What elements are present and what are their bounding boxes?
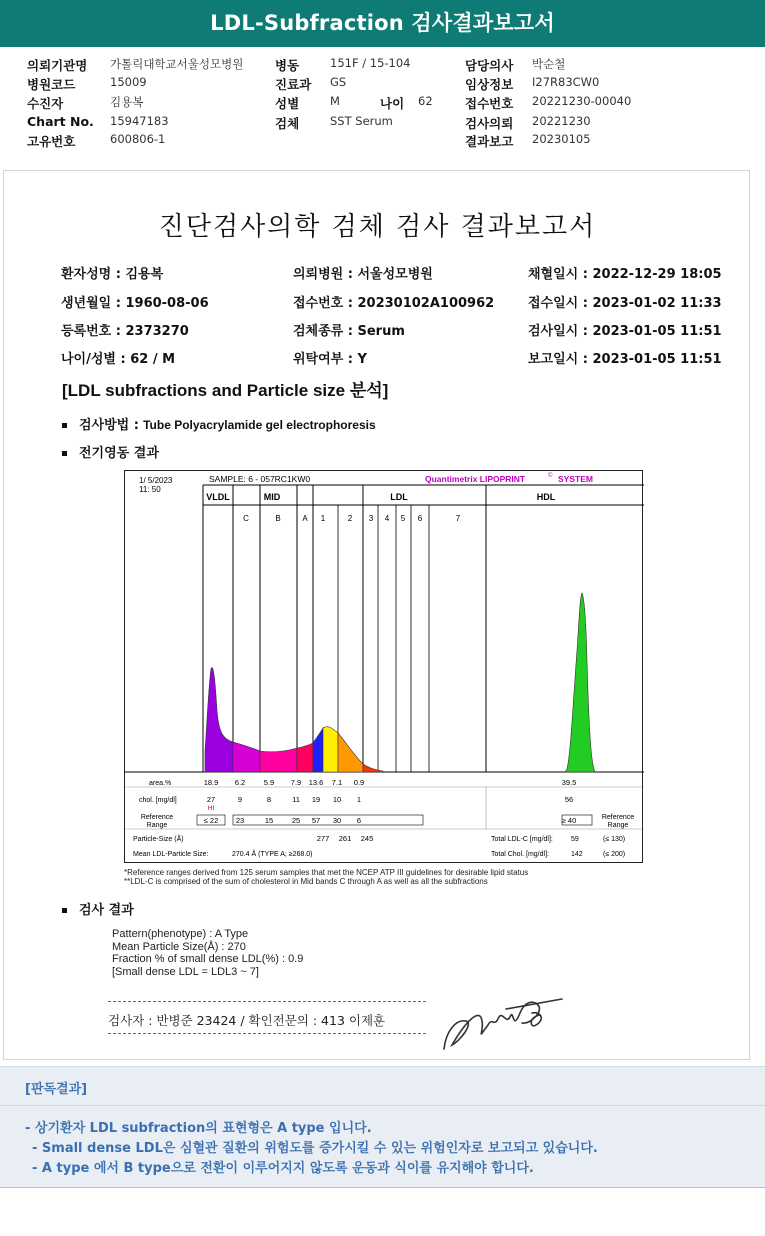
info-label: 결과보고 xyxy=(465,134,514,149)
interpretation-title: [판독결과] xyxy=(25,1082,88,1097)
report-field: 생년월일 : 1960-08-06 xyxy=(61,296,209,311)
report-field: 검사일시 : 2023-01-05 11:51 xyxy=(528,324,722,339)
chart-time: 11: 50 xyxy=(139,485,161,494)
ref-value: 6 xyxy=(356,816,362,825)
info-label: 진료과 xyxy=(275,77,312,92)
dashed-divider xyxy=(108,1033,426,1034)
mean-label: Mean LDL-Particle Size: xyxy=(133,851,209,858)
report-field: 보고일시 : 2023-01-05 11:51 xyxy=(528,352,722,367)
signature-line: 검사자 : 반병준 23424 / 확인전문의 : 413 이제훈 xyxy=(108,1013,386,1028)
band-label: 7 xyxy=(455,514,461,523)
ref-box xyxy=(233,815,423,825)
section-heading: [LDL subfractions and Particle size 분석] xyxy=(62,381,389,400)
electrophoresis-chart xyxy=(124,470,643,863)
info-label: 의뢰기관명 xyxy=(27,58,88,73)
info-value: 김용복 xyxy=(110,95,144,109)
ref-value: 23 xyxy=(235,816,245,825)
interpretation-line: - A type 에서 B type으로 전환이 이루어지지 않도록 운동과 식이를 유지해야 합니다. xyxy=(32,1161,534,1176)
total-chol-value: 142 xyxy=(571,851,583,858)
group-label: VLDL xyxy=(206,492,230,502)
interpretation-line: - Small dense LDL은 심혈관 질환의 위험도를 증가시킬 수 있는 위험인자로 보고되고 있습니다. xyxy=(32,1141,598,1156)
info-value: 20221230-00040 xyxy=(532,94,632,108)
chol-value: 19 xyxy=(311,795,321,804)
scanned-report-panel xyxy=(3,170,750,1060)
peak-area xyxy=(313,728,323,772)
particle-value: 261 xyxy=(338,834,352,843)
patient-info-block xyxy=(0,56,765,156)
result-line: Mean Particle Size(Å) : 270 xyxy=(112,940,246,953)
chart-date: 1/ 5/2023 xyxy=(139,476,173,485)
area-value: 0.9 xyxy=(353,778,365,787)
band-label: 6 xyxy=(417,514,423,523)
method-bullet xyxy=(62,414,376,433)
ref-value: 30 xyxy=(332,816,342,825)
band-label: C xyxy=(243,514,249,523)
report-field: 나이/성별 : 62 / M xyxy=(61,352,176,367)
result-label: 검사 결과 xyxy=(79,903,134,918)
info-label: 병동 xyxy=(275,58,300,73)
peak-area xyxy=(233,742,260,772)
particle-label: Particle-Size (Å) xyxy=(133,836,184,843)
area-value: 18.9 xyxy=(203,778,219,787)
result-line: [Small dense LDL = LDL3 ~ 7] xyxy=(112,965,259,978)
note-line: *Reference ranges derived from 125 serum samples that met the NCEP ATP III guidelines for desirable lipid status xyxy=(124,868,529,877)
interpretation-line: - 상기환자 LDL subfraction의 표현형은 A type 입니다. xyxy=(25,1121,372,1136)
chol-value: 8 xyxy=(266,795,272,804)
info-row xyxy=(0,114,765,132)
ref-value: 15 xyxy=(264,816,274,825)
area-value: 6.2 xyxy=(234,778,246,787)
band-label: B xyxy=(275,514,281,523)
info-value-age: 62 xyxy=(418,94,433,108)
report-header-title: LDL-Subfraction 검사결과보고서 xyxy=(0,0,765,47)
info-label-age: 나이 xyxy=(380,96,405,111)
group-label: HDL xyxy=(536,492,556,502)
chol-value: 27 xyxy=(206,795,216,804)
group-label: LDL xyxy=(390,492,408,502)
info-label: 성별 xyxy=(275,96,300,111)
total-ldl-value: 59 xyxy=(571,836,579,843)
electro-label: 전기영동 결과 xyxy=(79,446,159,461)
group-label: MID xyxy=(263,492,281,502)
info-label: 접수번호 xyxy=(465,96,514,111)
info-value: GS xyxy=(330,75,347,89)
result-list xyxy=(112,928,303,978)
info-row xyxy=(0,94,765,112)
ref-label: Range xyxy=(146,822,168,829)
chol-value: 56 xyxy=(564,795,574,804)
electro-bullet xyxy=(62,442,159,461)
ref-value: 57 xyxy=(311,816,321,825)
report-field: 검체종류 : Serum xyxy=(293,324,405,339)
report-field: 의뢰병원 : 서울성모병원 xyxy=(293,267,433,282)
band-label: 3 xyxy=(368,514,374,523)
chol-label: chol. [mg/dl] xyxy=(139,797,177,804)
chart-brand-tail: SYSTEM xyxy=(558,474,593,484)
info-label: 담당의사 xyxy=(465,58,514,73)
band-label: 5 xyxy=(400,514,406,523)
total-chol-label: Total Chol. [mg/dl]: xyxy=(491,851,549,858)
ref-value: ≥ 40 xyxy=(561,816,577,825)
particle-value: 245 xyxy=(360,834,374,843)
bullet-icon xyxy=(62,423,67,428)
band-label: A xyxy=(302,514,308,523)
info-label: 임상정보 xyxy=(465,77,514,92)
peak-area xyxy=(565,593,595,772)
info-label: 고유번호 xyxy=(27,134,76,149)
area-value: 13.6 xyxy=(308,778,324,787)
chart-svg xyxy=(125,471,644,864)
total-ldl-label: Total LDL-C [mg/dl]: xyxy=(491,836,553,843)
info-row xyxy=(0,56,765,74)
band-label: 2 xyxy=(347,514,353,523)
peak-area xyxy=(338,733,363,772)
info-value: 20221230 xyxy=(532,114,591,128)
info-row xyxy=(0,75,765,93)
chol-flag: HI xyxy=(207,805,215,812)
info-label: 검체 xyxy=(275,116,300,131)
ref-right-label: Reference xyxy=(601,814,635,821)
info-label: 수진자 xyxy=(27,96,64,111)
interpretation-section xyxy=(0,1066,765,1188)
peak-area xyxy=(205,668,233,772)
info-label: 병원코드 xyxy=(27,77,76,92)
info-value: 151F / 15-104 xyxy=(330,56,411,70)
result-line: Fraction % of small dense LDL(%) : 0.9 xyxy=(112,953,304,965)
peak-area xyxy=(297,743,313,772)
chart-brand: Quantimetrix LIPOPRINT xyxy=(425,474,526,484)
area-value: 39.5 xyxy=(561,778,577,787)
note-line: **LDL-C is comprised of the sum of cholesterol in Mid bands C through A as well as all the subfractions xyxy=(124,877,488,886)
dashed-divider xyxy=(108,1001,426,1002)
total-ldl-ref: (≤ 130) xyxy=(603,836,626,843)
band-label: 1 xyxy=(320,514,326,523)
chart-sample-id: SAMPLE: 6 - 057RC1KW0 xyxy=(209,474,311,484)
report-field: 환자성명 : 김용복 xyxy=(61,267,164,282)
bullet-icon xyxy=(62,908,67,913)
bullet-icon xyxy=(62,451,67,456)
report-field: 접수일시 : 2023-01-02 11:33 xyxy=(528,296,722,311)
info-row xyxy=(0,132,765,150)
info-value: 가톨릭대학교서울성모병원 xyxy=(110,57,244,71)
divider xyxy=(0,1105,765,1106)
method-label: 검사방법 : xyxy=(79,418,139,433)
area-value: 7.1 xyxy=(331,778,343,787)
particle-value: 277 xyxy=(316,834,330,843)
report-title: 진단검사의학 검체 검사 결과보고서 xyxy=(158,212,597,242)
result-line: Pattern(phenotype) : A Type xyxy=(112,928,249,940)
chart-brand-mark: © xyxy=(548,473,553,479)
info-value: 15009 xyxy=(110,75,147,89)
info-value: 600806-1 xyxy=(110,132,166,146)
ref-value: 25 xyxy=(291,816,301,825)
report-field: 위탁여부 : Y xyxy=(293,352,367,367)
chol-value: 11 xyxy=(292,795,300,804)
chart-notes xyxy=(124,868,528,886)
peak-area xyxy=(323,727,338,772)
chol-value: 9 xyxy=(237,795,243,804)
info-value: I27R83CW0 xyxy=(532,75,600,89)
peak-area xyxy=(363,764,383,772)
report-field: 채혈일시 : 2022-12-29 18:05 xyxy=(528,267,722,282)
ref-label: Reference xyxy=(140,814,174,821)
report-field: 등록번호 : 2373270 xyxy=(61,324,189,339)
ref-right-label: Range xyxy=(607,822,629,829)
info-label: Chart No. xyxy=(27,114,94,129)
result-bullet xyxy=(62,899,134,918)
area-value: 5.9 xyxy=(263,778,275,787)
band-label: 4 xyxy=(384,514,390,523)
info-value: 20230105 xyxy=(532,132,591,146)
ref-value: ≤ 22 xyxy=(203,816,219,825)
info-value: SST Serum xyxy=(330,114,393,128)
mean-value: 270.4 Å (TYPE A; ≥268.0) xyxy=(232,851,313,858)
chol-value: 1 xyxy=(356,795,362,804)
report-field: 접수번호 : 20230102A100962 xyxy=(293,296,495,311)
area-value: 7.9 xyxy=(290,778,302,787)
area-label: area.% xyxy=(149,780,172,787)
method-value: Tube Polyacrylamide gel electrophoresis xyxy=(143,418,376,432)
info-value: M xyxy=(330,94,340,108)
info-value: 박순철 xyxy=(532,57,566,71)
info-value: 15947183 xyxy=(110,114,169,128)
handwritten-signature-image xyxy=(436,991,566,1057)
info-label: 검사의뢰 xyxy=(465,116,514,131)
chol-value: 10 xyxy=(332,795,342,804)
total-chol-ref: (≤ 200) xyxy=(603,851,626,858)
peak-area xyxy=(260,748,297,772)
